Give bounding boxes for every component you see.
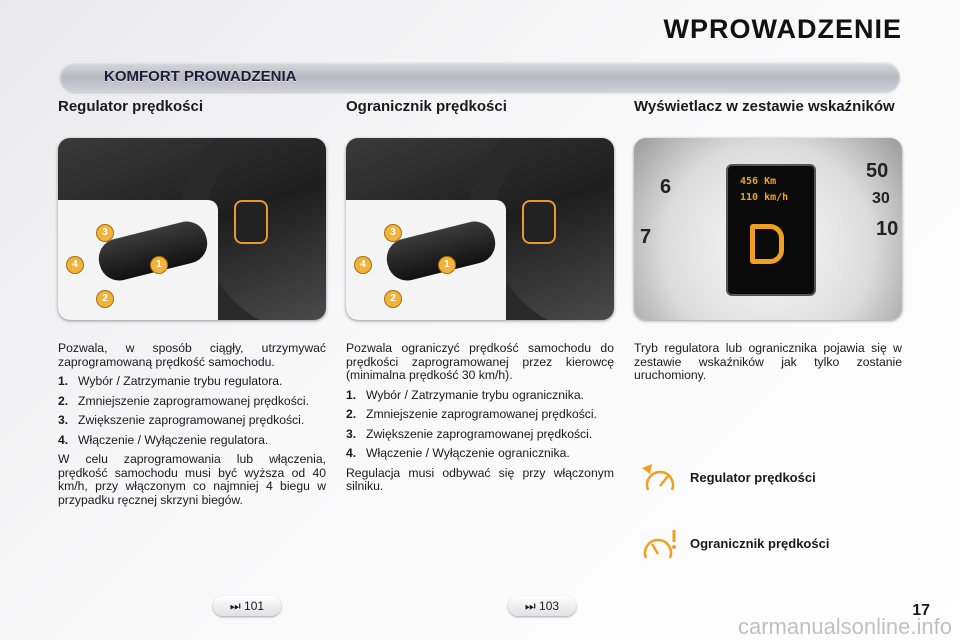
callout-badge: 3	[96, 224, 114, 242]
column-cluster-display	[634, 98, 906, 383]
list-item	[346, 428, 614, 442]
lever-highlight	[522, 200, 556, 244]
item-text: Zmniejszenie zaprogramowanej prędkości.	[366, 407, 597, 421]
page-reference-link[interactable]: ⏭ 101	[213, 596, 281, 616]
item-text: Wybór / Zatrzymanie trybu ogranicznika.	[366, 387, 584, 402]
callout-badge: 1	[438, 256, 456, 274]
callout-badge: 4	[66, 256, 84, 274]
function-list	[58, 375, 326, 447]
gear-indicator-d	[750, 224, 784, 264]
callout-badge: 4	[354, 256, 372, 274]
item-number: 3.	[346, 426, 357, 441]
item-text: Włączenie / Wyłączenie ogranicznika.	[366, 446, 570, 460]
item-number: 1.	[346, 387, 357, 402]
list-item	[58, 395, 326, 409]
speed-regulator-icon	[640, 462, 680, 496]
stalk-photo	[58, 138, 326, 320]
list-item	[58, 434, 326, 448]
item-text: Włączenie / Wyłączenie regulatora.	[78, 432, 269, 447]
list-item	[58, 414, 326, 428]
legend-limiter	[634, 524, 902, 564]
stalk-photo	[346, 138, 614, 320]
section-banner-text: KOMFORT PROWADZENIA	[104, 68, 297, 85]
column-title: Regulator prędkości	[58, 98, 204, 115]
item-number: 4.	[58, 432, 69, 447]
callout-badge: 3	[384, 224, 402, 242]
watermark-text: carmanualsonline.info	[737, 614, 952, 639]
section-banner	[60, 62, 900, 92]
gauge-tick-label: 7	[640, 226, 652, 248]
callout-badge: 2	[384, 290, 402, 308]
intro-text: Tryb regulatora lub ogranicznika pojawia się w zestawie wskaźników jak tylko zostanie uruchomiony.	[634, 341, 902, 382]
intro-text: Pozwala ograniczyć prędkość samochodu do prędkości zaprogramowanej przez kierowcę (minimalna prędkość 30 km/h).	[346, 341, 614, 382]
item-text: Wybór / Zatrzymanie trybu regulatora.	[78, 374, 283, 388]
gauge-tick-label: 10	[876, 218, 899, 240]
cluster-display	[726, 164, 816, 296]
legend-label: Regulator prędkości	[690, 470, 816, 485]
list-item	[58, 375, 326, 389]
item-number: 4.	[346, 446, 357, 460]
item-text: Zwiększenie zaprogramowanej prędkości.	[366, 426, 593, 441]
lever-highlight	[234, 200, 268, 244]
legend-label: Ogranicznik prędkości	[690, 536, 830, 551]
list-item	[346, 389, 614, 403]
instrument-cluster-photo	[634, 138, 902, 320]
page-title: WPROWADZENIE	[663, 14, 902, 44]
gauge-tick-label: 30	[872, 190, 890, 207]
legend-regulator	[634, 458, 902, 498]
column-title: Ogranicznik prędkości	[346, 98, 507, 115]
column-speed-limiter	[346, 98, 618, 494]
speed-limiter-icon	[640, 528, 680, 562]
column-title: Wyświetlacz w zestawie wskaźników	[634, 98, 895, 115]
callout-badge: 2	[96, 290, 114, 308]
item-number: 2.	[346, 407, 357, 421]
gauge-tick-label: 6	[660, 176, 672, 198]
intro-text: Pozwala, w sposób ciągły, utrzymywać zaprogramowaną prędkość samochodu.	[58, 341, 326, 369]
list-item	[346, 447, 614, 461]
item-number: 3.	[58, 413, 69, 427]
list-item	[346, 408, 614, 422]
column-cruise-control	[58, 98, 330, 507]
item-number: 1.	[58, 374, 69, 388]
item-text: Zwiększenie zaprogramowanej prędkości.	[78, 413, 305, 427]
item-number: 2.	[58, 393, 69, 408]
outro-text: Regulacja musi odbywać się przy włączonym silniku.	[346, 465, 614, 493]
callout-badge: 1	[150, 256, 168, 274]
display-speed-setting: 110 km/h	[740, 192, 789, 203]
display-odometer: 456 Km	[740, 176, 777, 187]
gauge-tick-label: 50	[866, 160, 889, 182]
outro-text: W celu zaprogramowania lub włączenia, prędkość samochodu musi być wyższa od 40 km/h, przy włączonym co najmniej 4 biegu w przypadku ręcznej skrzyni biegów.	[58, 452, 326, 507]
page-number: 17	[912, 602, 930, 619]
item-text: Zmniejszenie zaprogramowanej prędkości.	[78, 393, 309, 408]
page-reference-link[interactable]: ⏭ 103	[508, 596, 576, 616]
function-list	[346, 389, 614, 461]
